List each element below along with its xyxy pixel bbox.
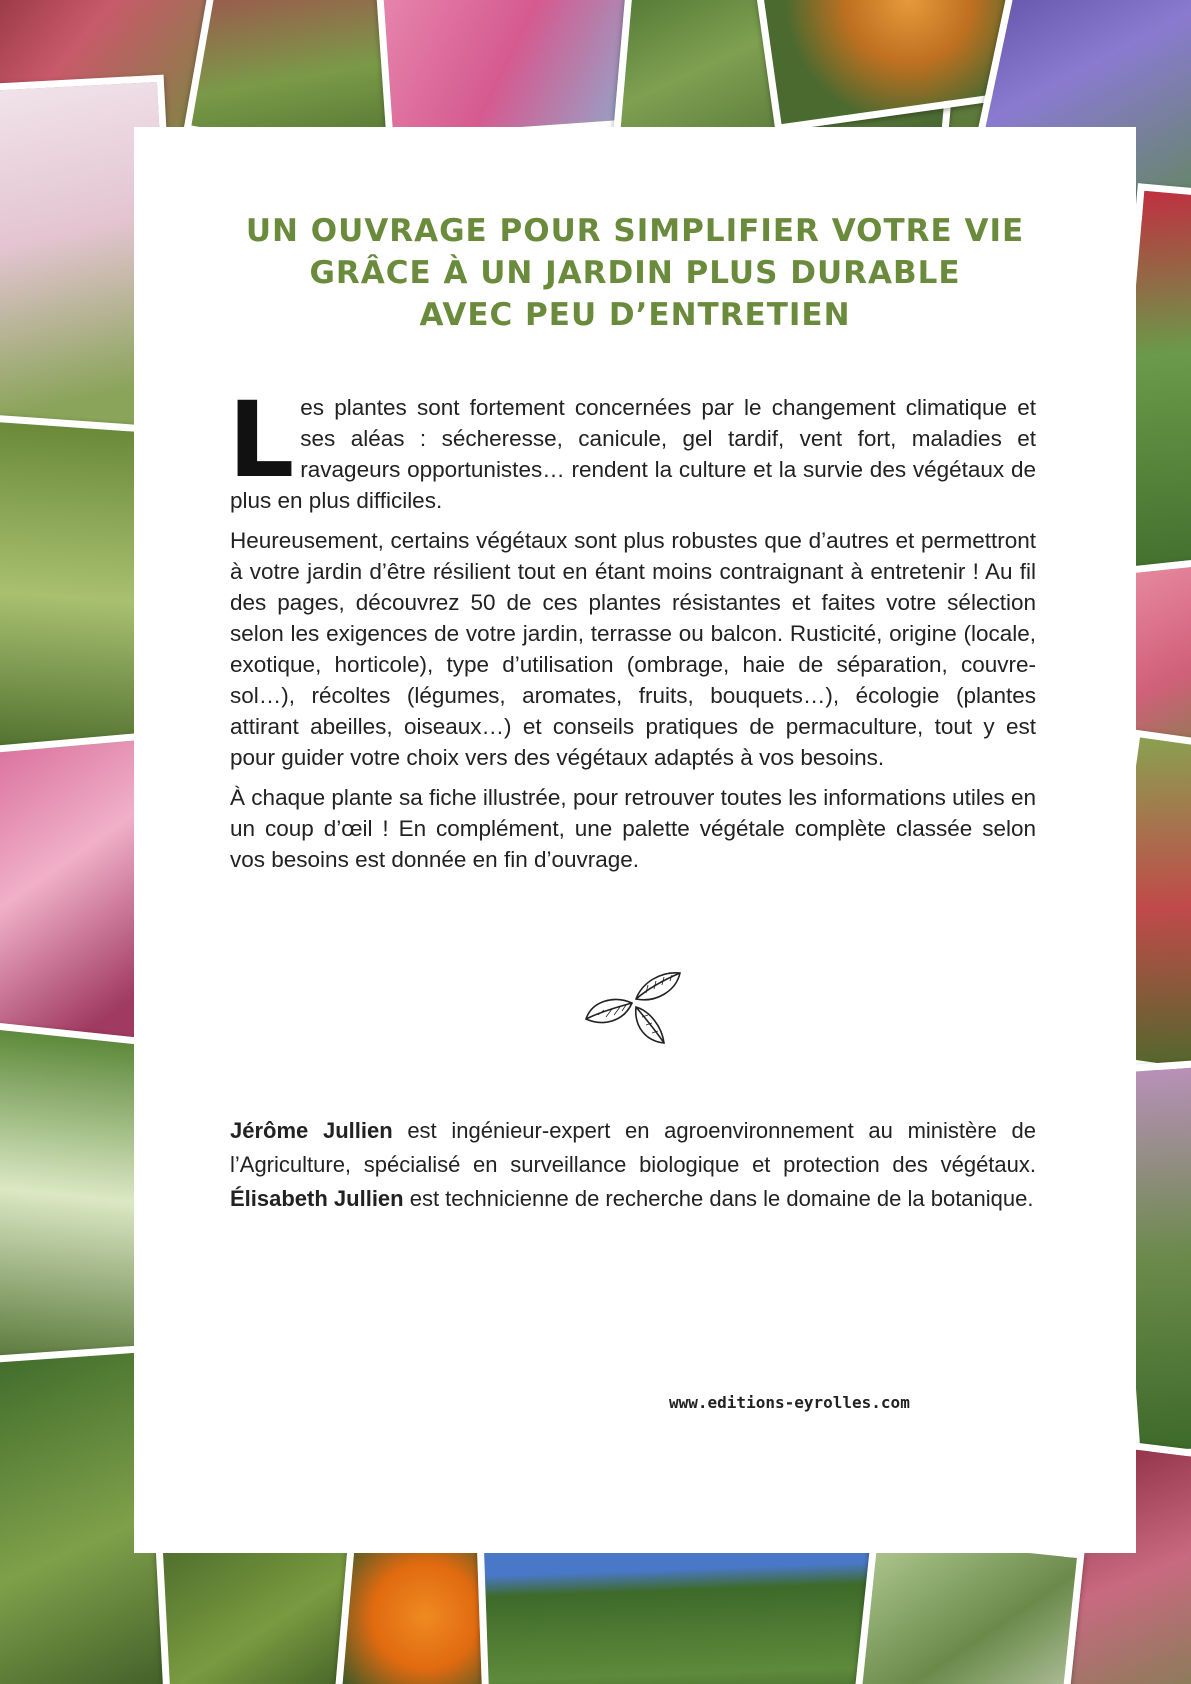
author-name-1: Jérôme Jullien bbox=[230, 1118, 393, 1143]
author-bio-1: est ingénieur-expert en agroenvironnement au ministère de l’Agriculture, spécialisé en surveillance biologique et protection des végétaux. bbox=[230, 1118, 1036, 1177]
publisher-website-link[interactable]: www.editions-eyrolles.com bbox=[669, 1393, 910, 1412]
paragraph-features: À chaque plante sa fiche illustrée, pour retrouver toutes les informations utiles en un coup d’œil ! En complément, une palette végétale complète classée selon vos besoins est donnée en fin d’ouvrage. bbox=[230, 785, 1036, 872]
author-bio-2: est technicienne de recherche dans le domaine de la botanique. bbox=[403, 1186, 1034, 1211]
paragraph-intro bbox=[228, 379, 1036, 516]
leaf-sprig-icon bbox=[584, 965, 684, 1045]
headline bbox=[134, 210, 1136, 336]
paragraph-benefits: Heureusement, certains végétaux sont plus robustes que d’autres et permettront à votre jardin d’être résilient tout en étant moins contraignant à entretenir ! Au fil des pages, découvrez 50 de ces plantes résistantes et faites votre sélection selon les exigences de votre jardin, terrasse ou balcon. Rusticité, origine (locale, exotique, horticole), type d’utilisation (ombrage, haie de séparation, couvre-sol…), récoltes (légumes, aromates, fruits, bouquets…), écologie (plantes attirant abeilles, oiseaux…) et conseils pratiques de permaculture, tout y est pour guider votre choix vers des végétaux adaptés à vos besoins. bbox=[230, 528, 1036, 770]
headline-line-1: UN OUVRAGE POUR SIMPLIFIER VOTRE VIE bbox=[245, 213, 1025, 249]
paragraph-intro-text: es plantes sont fortement concernées par le changement climatique et ses aléas : sécheresse, canicule, gel tardif, vent fort, maladies et ravageurs opportunistes… rendent la culture et la survie des végétaux de plus en plus difficiles. bbox=[230, 395, 1036, 513]
author-name-2: Élisabeth Jullien bbox=[230, 1186, 404, 1211]
headline-line-2: GRÂCE À UN JARDIN PLUS DURABLE bbox=[309, 255, 961, 291]
description-text bbox=[228, 379, 1036, 884]
headline-line-3: AVEC PEU D’ENTRETIEN bbox=[419, 297, 851, 333]
back-cover-panel bbox=[134, 127, 1136, 1553]
authors-bio bbox=[230, 1114, 1036, 1216]
drop-cap: L bbox=[228, 379, 295, 501]
